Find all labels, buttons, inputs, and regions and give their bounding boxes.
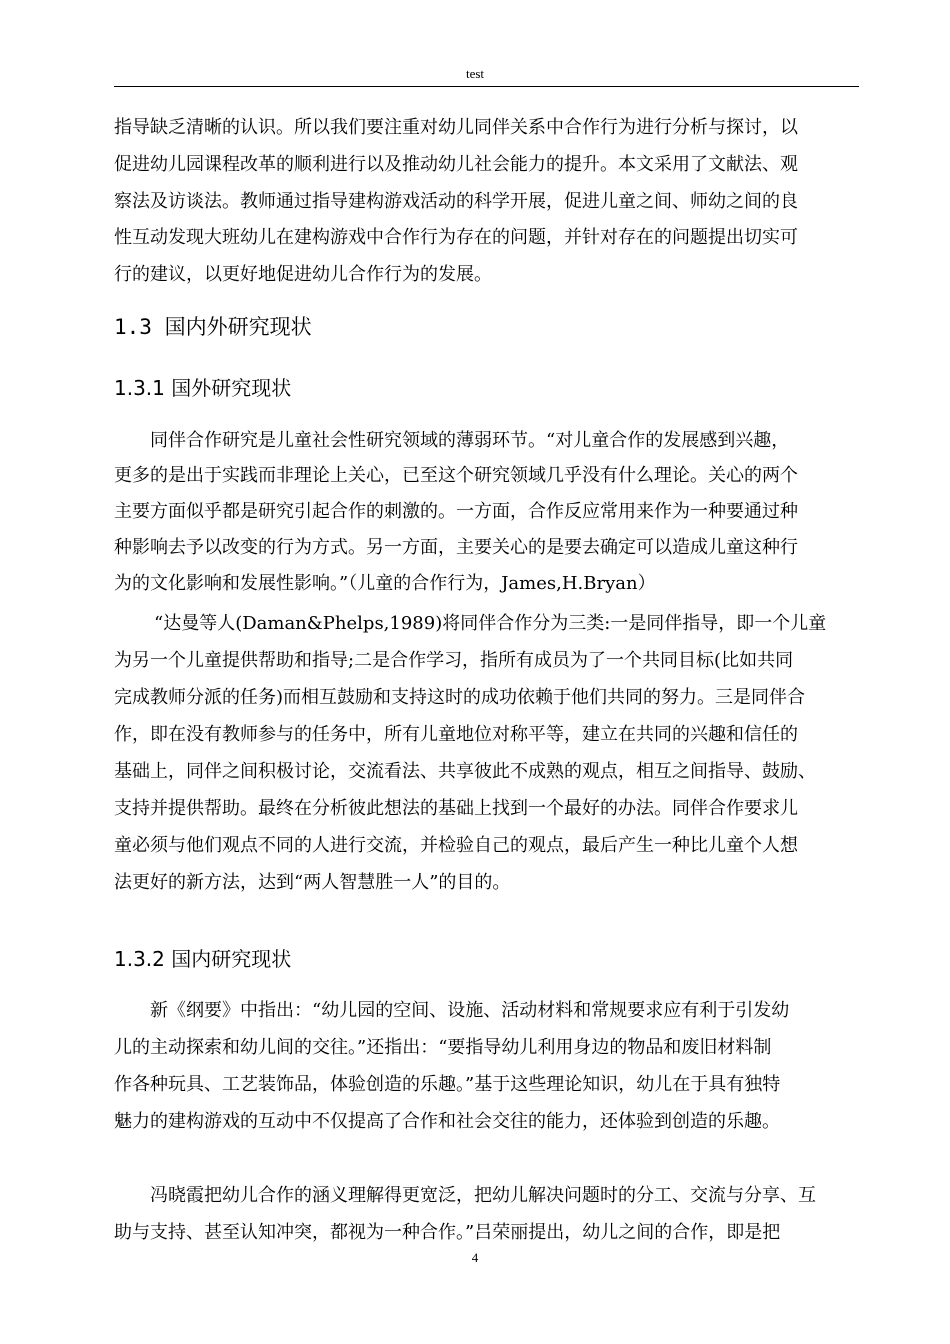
text-line: 性互动发现大班幼儿在建构游戏中合作行为存在的问题，并针对存在的问题提出切实可 (114, 227, 798, 248)
text-line: 同伴合作研究是儿童社会性研究领域的薄弱环节。“对儿童合作的发展感到兴趣， (150, 430, 790, 451)
text-line: 行的建议，以更好地促进幼儿合作行为的发展。 (114, 264, 492, 285)
section-heading-1-3: 1.3 国内外研究现状 (114, 315, 312, 339)
text-line: 新《纲要》中指出：“幼儿园的空间、设施、活动材料和常规要求应有利于引发幼 (150, 1000, 790, 1021)
text-line: 基础上，同伴之间积极讨论，交流看法、共享彼此不成熟的观点，相互之间指导、鼓励、 (114, 761, 816, 782)
text-line: 主要方面似乎都是研究引起合作的刺激的。一方面，合作反应常用来作为一种要通过种 (114, 501, 798, 522)
text-line: “达曼等人(Daman&Phelps,1989)将同伴合作分为三类:一是同伴指导，即一个儿童 (154, 613, 827, 634)
header-rule (114, 86, 859, 87)
section-heading-1-3-2: 1.3.2 国内研究现状 (114, 947, 292, 971)
text-line: 支持并提供帮助。最终在分析彼此想法的基础上找到一个最好的办法。同伴合作要求儿 (114, 798, 798, 819)
text-line: 儿的主动探索和幼儿间的交往。”还指出：“要指导幼儿利用身边的物品和废旧材料制 (114, 1037, 772, 1058)
text-line: 冯晓霞把幼儿合作的涵义理解得更宽泛，把幼儿解决问题时的分工、交流与分享、互 (150, 1185, 816, 1206)
text-line: 察法及访谈法。教师通过指导建构游戏活动的科学开展，促进儿童之间、师幼之间的良 (114, 191, 798, 212)
page-number: 4 (471, 1250, 479, 1265)
text-line: 魅力的建构游戏的互动中不仅提高了合作和社会交往的能力，还体验到创造的乐趣。 (114, 1111, 780, 1132)
page-header: test (465, 66, 485, 81)
text-line: 作，即在没有教师参与的任务中，所有儿童地位对称平等，建立在共同的兴趣和信任的 (114, 724, 798, 745)
text-line: 童必须与他们观点不同的人进行交流，并检验自己的观点，最后产生一种比儿童个人想 (114, 835, 798, 856)
text-line: 指导缺乏清晰的认识。所以我们要注重对幼儿同伴关系中合作行为进行分析与探讨，以 (114, 117, 798, 138)
text-line: 种影响去予以改变的行为方式。另一方面，主要关心的是要去确定可以造成儿童这种行 (114, 537, 798, 558)
text-line: 助与支持、甚至认知冲突，都视为一种合作。”吕荣丽提出，幼儿之间的合作，即是把 (114, 1222, 781, 1243)
text-line: 促进幼儿园课程改革的顺利进行以及推动幼儿社会能力的提升。本文采用了文献法、观 (114, 154, 798, 175)
text-line: 更多的是出于实践而非理论上关心，已至这个研究领域几乎没有什么理论。关心的两个 (114, 465, 798, 486)
text-line: 法更好的新方法，达到“两人智慧胜一人”的目的。 (114, 872, 511, 893)
text-line: 作各种玩具、工艺装饰品，体验创造的乐趣。”基于这些理论知识，幼儿在于具有独特 (114, 1074, 781, 1095)
text-line: 完成教师分派的任务)而相互鼓励和支持这时的成功依赖于他们共同的努力。三是同伴合 (114, 687, 806, 708)
text-line: 为的文化影响和发展性影响。”（儿童的合作行为，James,H.Bryan） (114, 573, 656, 594)
section-heading-1-3-1: 1.3.1 国外研究现状 (114, 376, 292, 400)
text-line: 为另一个儿童提供帮助和指导;二是合作学习，指所有成员为了一个共同目标(比如共同 (114, 650, 794, 671)
